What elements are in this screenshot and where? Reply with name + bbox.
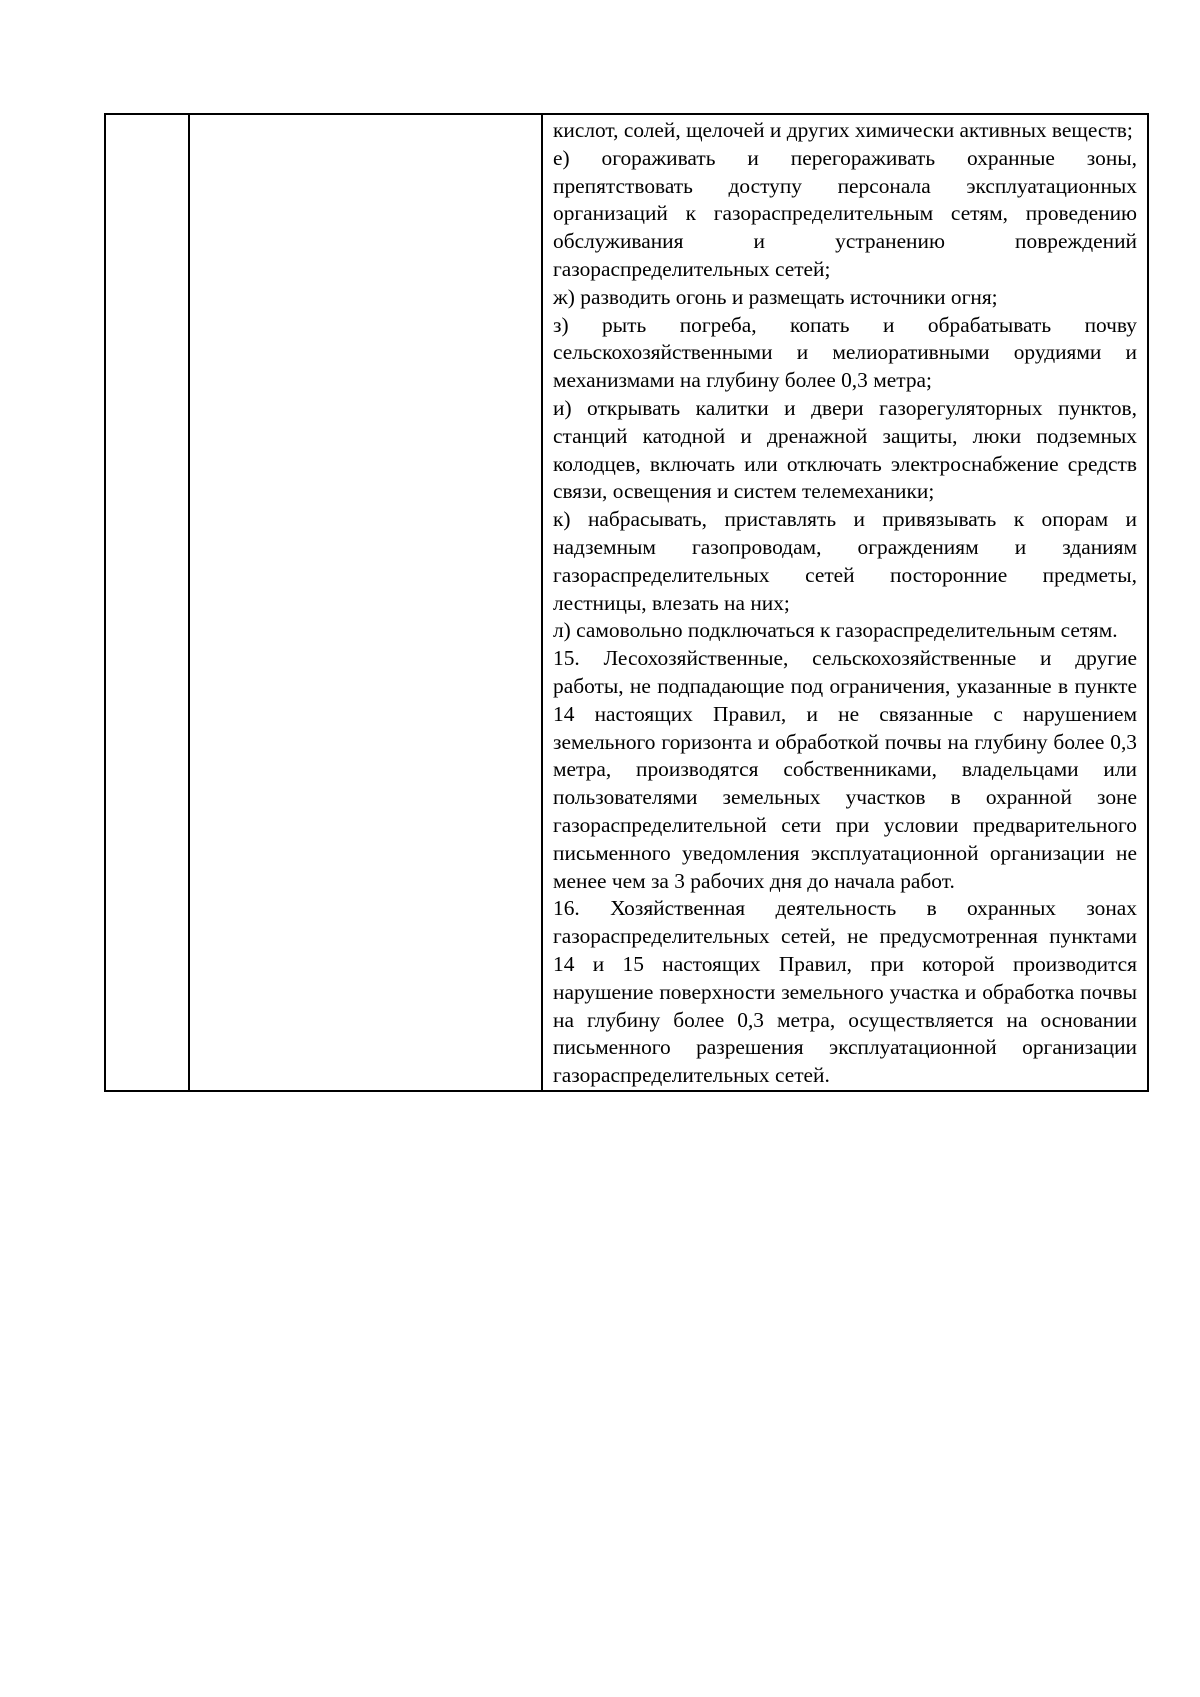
row-name-cell — [189, 114, 542, 1091]
paragraph-item-k: к) набрасывать, приставлять и привязывать к опорам и надземным газопроводам, ограждениям и зданиям газораспределительных сетей посторонние предметы, лестницы, влезать на них; — [553, 507, 1137, 615]
paragraph-clause-16: 16. Хозяйственная деятельность в охранных зонах газораспределительных сетей, не предусмотренная пунктами 14 и 15 настоящих Правил, при которой производится нарушение поверхности земельного участка и обработка почвы на глубину более 0,3 метра, осуществляется на основании письменного разрешения эксплуатационной организации газораспределительных сетей. — [553, 896, 1137, 1088]
paragraph-item-zh: ж) разводить огонь и размещать источники огня; — [553, 284, 998, 309]
paragraph-continuation: кислот, солей, щелочей и других химически активных веществ; — [553, 118, 1133, 142]
table-row — [105, 114, 1148, 1091]
paragraph-item-i: и) открывать калитки и двери газорегуляторных пунктов, станций катодной и дренажной защиты, люки подземных колодцев, включать или отключать электроснабжение средств связи, освещения и систем телемеханики; — [553, 395, 1137, 504]
document-table — [104, 113, 1149, 1092]
row-text-cell — [542, 114, 1148, 1091]
cell-text-block — [543, 115, 1147, 1090]
paragraph-item-e: е) огораживать и перегораживать охранные зоны, препятствовать доступу персонала эксплуатационных организаций к газораспределительным сетям, проведению обслуживания и устранению повреждений газораспределительных сетей; — [553, 145, 1137, 281]
paragraph-item-z: з) рыть погреба, копать и обрабатывать почву сельскохозяйственными и мелиоративными орудиями и механизмами на глубину более 0,3 метра; — [553, 312, 1137, 393]
paragraph-clause-15: 15. Лесохозяйственные, сельскохозяйственные и другие работы, не подпадающие под ограничения, указанные в пункте 14 настоящих Правил, и не связанные с нарушением земельного горизонта и обработкой почвы на глубину более 0,3 метра, производятся собственниками, владельцами или пользователями земельных участков в охранной зоне газораспределительной сети при условии предварительного письменного уведомления эксплуатационной организации не менее чем за 3 рабочих дня до начала работ. — [553, 646, 1137, 893]
paragraph-item-l: л) самовольно подключаться к газораспределительным сетям. — [553, 618, 1118, 643]
row-number-cell — [105, 114, 189, 1091]
